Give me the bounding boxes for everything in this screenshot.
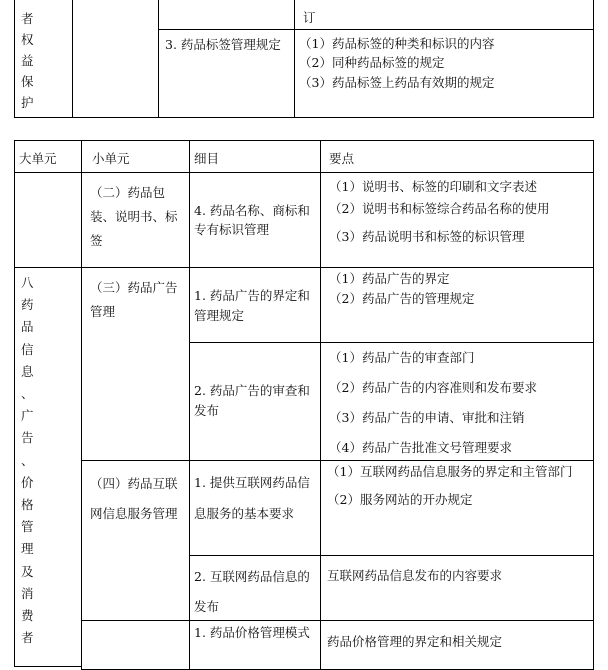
top-table: [14, 0, 594, 118]
packaging-points-cell: （1）说明书、标签的印刷和文字表述 （2）说明书和标签综合药品名称的使用 （3）药品说明书和标签的标识管理: [320, 172, 594, 268]
ad-d1-detail-cell: 1. 药品广告的界定和管理规定: [189, 267, 321, 343]
packaging-subunit-cell: （二）药品包装、说明书、标签: [81, 172, 190, 268]
internet-d2-points-cell: 互联网药品信息发布的内容要求: [320, 555, 594, 621]
header-detail: 细目: [189, 140, 321, 173]
internet-d1-detail-cell: 1. 提供互联网药品信息服务的基本要求: [189, 460, 321, 556]
ad-subunit-cell: （三）药品广告管理: [81, 267, 190, 461]
top-subunit-cell: [72, 0, 159, 118]
top-sub3-detail-cell: 3. 药品标签管理规定: [158, 29, 295, 118]
top-prev-points-cell: 订: [294, 0, 594, 30]
header-points: 要点: [320, 140, 594, 173]
price-points-cell: 药品价格管理的界定和相关规定: [320, 620, 594, 670]
price-subunit-cell: [81, 620, 190, 670]
price-detail-cell: 1. 药品价格管理模式: [189, 620, 321, 670]
big-unit-cell: 八 药 品 信 息 、 广 告 、 价 格 管 理 及 消 费 者: [14, 267, 82, 667]
ad-d1-points-cell: （1）药品广告的界定 （2）药品广告的管理规定: [320, 267, 594, 343]
internet-d1-points-cell: （1）互联网药品信息服务的界定和主管部门 （2）服务网站的开办规定: [320, 460, 594, 556]
internet-d2-detail-cell: 2. 互联网药品信息的发布: [189, 555, 321, 621]
top-sub3-points-cell: （1）药品标签的种类和标识的内容 （2）同种药品标签的规定 （3）药品标签上药品有效期的规定: [294, 29, 594, 118]
top-detail-blank-cell: [158, 0, 295, 30]
header-subunit: 小单元: [81, 140, 190, 173]
header-unit: 大单元: [14, 140, 82, 173]
packaging-unit-cell: [14, 172, 82, 268]
top-unit-cell: 者 权 益 保 护: [14, 0, 73, 118]
ad-d2-detail-cell: 2. 药品广告的审查和发布: [189, 342, 321, 461]
packaging-detail-cell: 4. 药品名称、商标和专有标识管理: [189, 172, 321, 268]
internet-subunit-cell: （四）药品互联网信息服务管理: [81, 460, 190, 621]
main-table: [14, 140, 594, 661]
ad-d2-points-cell: （1）药品广告的审查部门 （2）药品广告的内容准则和发布要求 （3）药品广告的申请、审批和注销 （4）药品广告批准文号管理要求: [320, 342, 594, 461]
